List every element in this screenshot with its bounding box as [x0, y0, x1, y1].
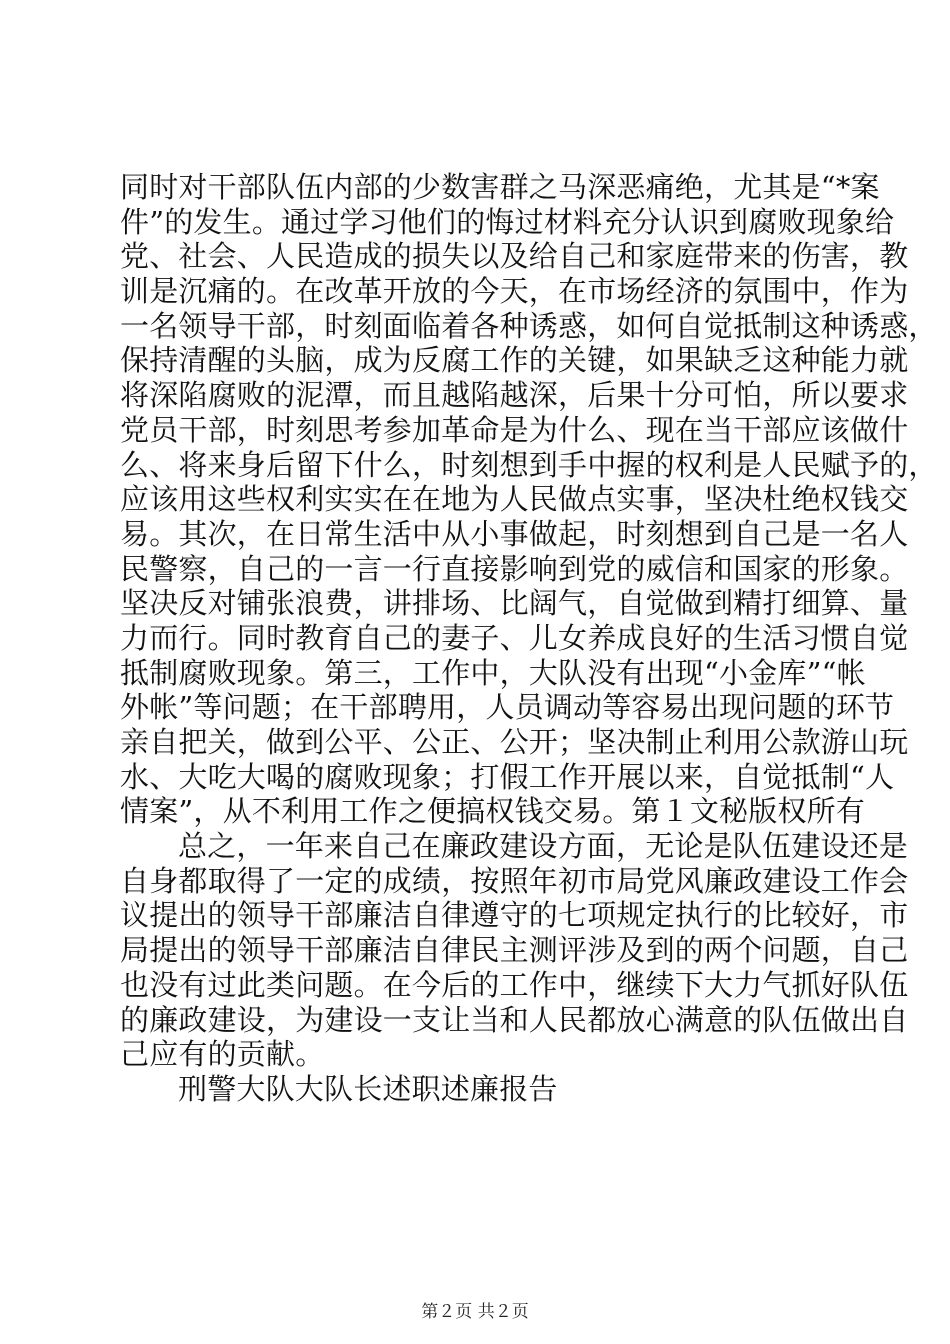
body-line: 党员干部，时刻思考参加革命是为什么、现在当干部应该做什	[120, 412, 909, 447]
body-line: 也没有过此类问题。在今后的工作中，继续下大力气抓好队伍	[120, 967, 909, 1002]
page-number-label: 第２页 共２页	[421, 1302, 529, 1322]
body-line: 一名领导干部，时刻面临着各种诱惑，如何自觉抵制这种诱惑，	[120, 308, 938, 343]
body-line: 同时对干部队伍内部的少数害群之马深恶痛绝，尤其是“*案	[120, 170, 880, 204]
body-line: 么、将来身后留下什么，时刻想到手中握的权利是人民赋予的，	[120, 447, 938, 482]
body-line: 的廉政建设，为建设一支让当和人民都放心满意的队伍做出自	[120, 1002, 909, 1037]
body-line: 易。其次，在日常生活中从小事做起，时刻想到自己是一名人	[120, 516, 909, 551]
body-line: 抵制腐败现象。第三，工作中，大队没有出现“小金库”“帐	[120, 655, 866, 690]
body-line: 情案”，从不利用工作之便搞权钱交易。第１文秘版权所有	[120, 794, 866, 829]
body-line: 件”的发生。通过学习他们的悔过材料充分认识到腐败现象给	[120, 204, 895, 239]
document-title-line: 刑警大队大队长述职述廉报告	[178, 1071, 558, 1106]
body-line: 将深陷腐败的泥潭，而且越陷越深，后果十分可怕，所以要求	[120, 378, 909, 413]
body-line: 水、大吃大喝的腐败现象；打假工作开展以来，自觉抵制“人	[120, 759, 895, 794]
body-line: 己应有的贡献。	[120, 1037, 325, 1072]
body-line: 议提出的领导干部廉洁自律遵守的七项规定执行的比较好，市	[120, 898, 909, 933]
body-line: 外帐”等问题；在干部聘用，人员调动等容易出现问题的环节	[120, 690, 895, 725]
body-line: 党、社会、人民造成的损失以及给自己和家庭带来的伤害，教	[120, 239, 909, 274]
body-line: 民警察，自己的一言一行直接影响到党的威信和国家的形象。	[120, 551, 909, 586]
body-line: 亲自把关，做到公平、公正、公开；坚决制止利用公款游山玩	[120, 725, 909, 759]
page-footer	[0, 1302, 950, 1322]
body-line: 力而行。同时教育自己的妻子、儿女养成良好的生活习惯自觉	[120, 620, 909, 655]
body-line: 保持清醒的头脑，成为反腐工作的关键，如果缺乏这种能力就	[120, 343, 909, 378]
body-line: 自身都取得了一定的成绩，按照年初市局党风廉政建设工作会	[120, 863, 909, 898]
body-line: 局提出的领导干部廉洁自律民主测评涉及到的两个问题，自己	[120, 933, 909, 968]
paragraph-first-line: 总之，一年来自己在廉政建设方面，无论是队伍建设还是	[178, 829, 909, 864]
body-line: 训是沉痛的。在改革开放的今天，在市场经济的氛围中，作为	[120, 274, 909, 309]
document-body	[120, 170, 938, 1107]
body-line: 应该用这些权利实实在在地为人民做点实事，坚决杜绝权钱交	[120, 482, 909, 517]
body-line: 坚决反对铺张浪费，讲排场、比阔气，自觉做到精打细算、量	[120, 586, 909, 621]
